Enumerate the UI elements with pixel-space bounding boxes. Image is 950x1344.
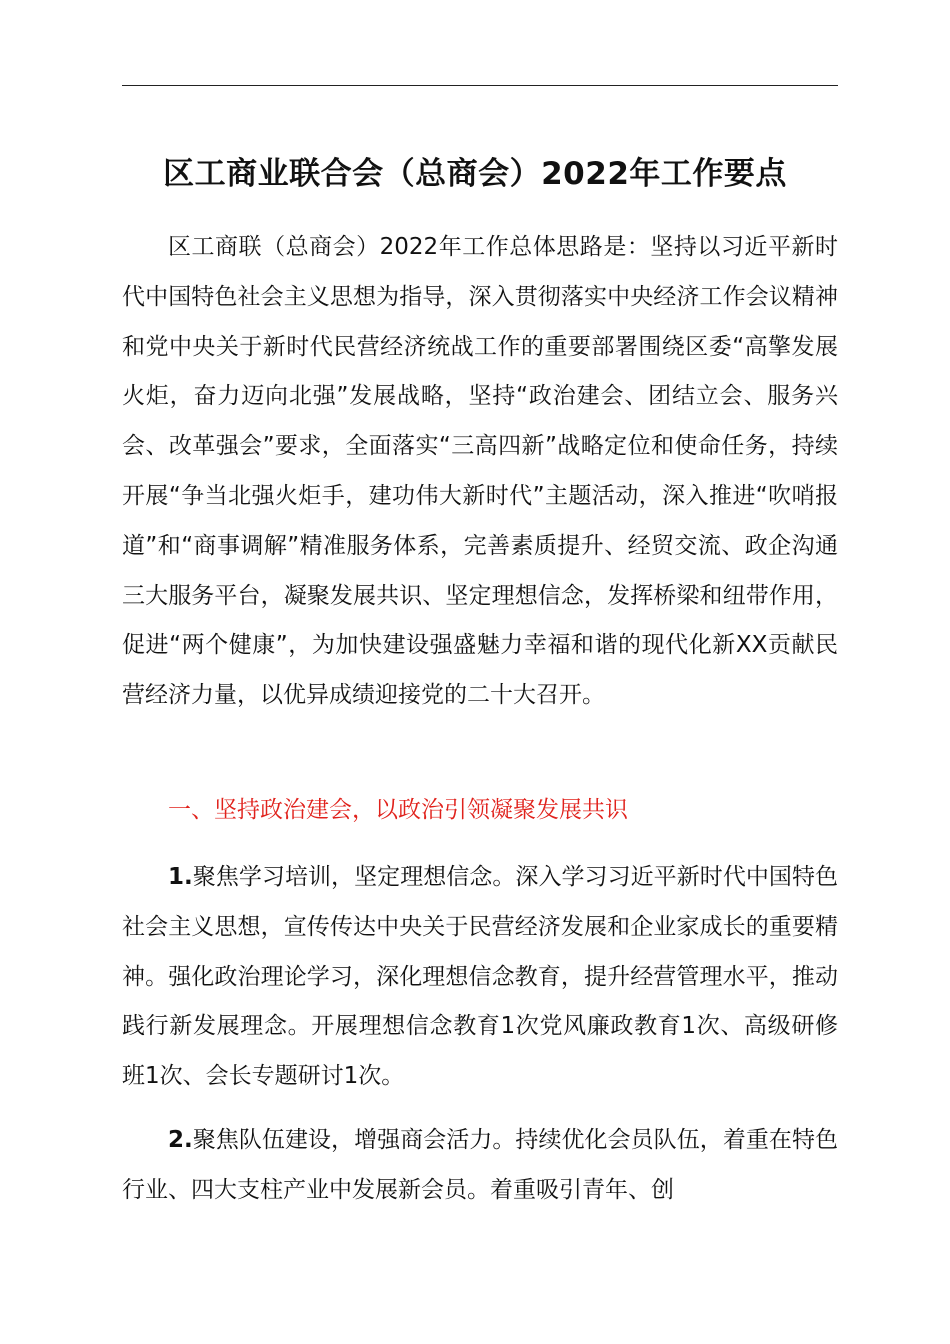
intro-paragraph: 区工商联（总商会）2022年工作总体思路是：坚持以习近平新时代中国特色社会主义思想为指导，深入贯彻落实中央经济工作会议精神和党中央关于新时代民营经济统战工作的重要部署围绕区委“高擎发展火炬，奋力迈向北强”发展战略，坚持“政治建会、团结立会、服务兴会、改革强会”要求，全面落实“三高四新”战略定位和使命任务，持续开展“争当北强火炬手，建功伟大新时代”主题活动，深入推进“吹哨报道”和“商事调解”精准服务体系，完善素质提升、经贸交流、政企沟通三大服务平台，凝聚发展共识、坚定理想信念，发挥桥梁和纽带作用，促进“两个健康”，为加快建设强盛魅力幸福和谐的现代化新XX贡献民营经济力量，以优异成绩迎接党的二十大召开。 xyxy=(122,234,838,709)
list-item xyxy=(122,853,838,1102)
item-number: 2. xyxy=(168,1127,193,1153)
list-item xyxy=(122,1116,838,1216)
item-text: 聚焦学习培训，坚定理想信念。深入学习习近平新时代中国特色社会主义思想，宣传传达中央关于民营经济发展和企业家成长的重要精神。强化政治理论学习，深化理想信念教育，提升经营管理水平，推动践行新发展理念。开展理想信念教育1次党风廉政教育1次、高级研修班1次、会长专题研讨1次。 xyxy=(122,864,838,1090)
section-heading: 一、坚持政治建会，以政治引领凝聚发展共识 xyxy=(168,797,628,823)
item-number: 1. xyxy=(168,864,193,890)
item-text: 聚焦队伍建设，增强商会活力。持续优化会员队伍，着重在特色行业、四大支柱产业中发展新会员。着重吸引青年、创 xyxy=(122,1127,838,1203)
header-rule xyxy=(122,85,838,86)
document-title: 区工商业联合会（总商会）2022年工作要点 xyxy=(163,156,787,192)
